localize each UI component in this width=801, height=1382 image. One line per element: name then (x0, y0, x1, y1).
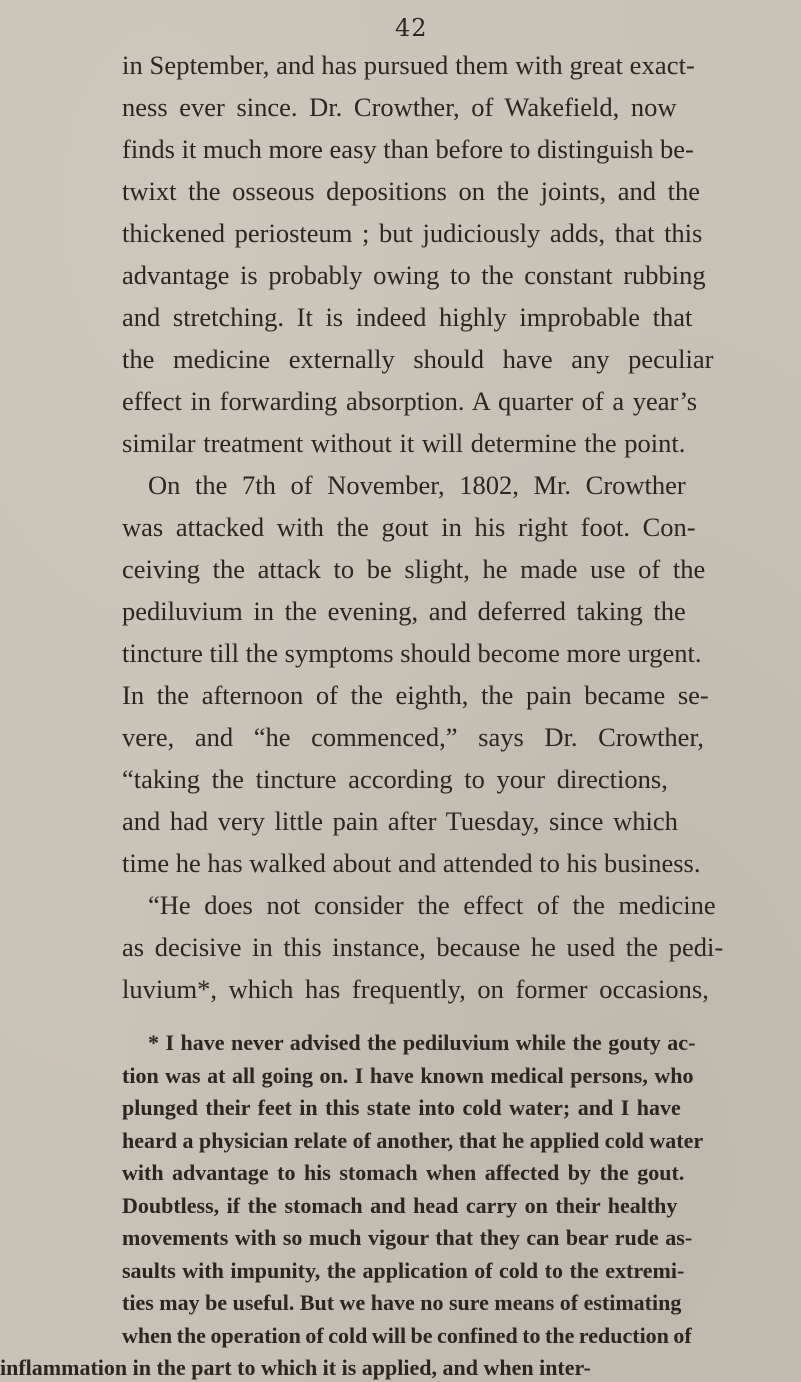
footnote-line: saults with impunity, the application of cold to the extremi- (122, 1257, 685, 1283)
footnote-line: Doubtless, if the stomach and head carry on their healthy (122, 1192, 678, 1218)
body-line: the medicine externally should have any peculiar (122, 344, 714, 374)
body-line: and stretching. It is indeed highly improbable that (122, 302, 693, 332)
footnote-line: plunged their feet in this state into cold water; and I have (122, 1095, 681, 1120)
body-line: was attacked with the gout in his right foot. Con- (122, 512, 696, 542)
body-line: in September, and has pursued them with great exact- (122, 50, 695, 80)
footnote-line: tion was at all going on. I have known medical persons, who (122, 1062, 694, 1088)
body-line: thickened periosteum ; but judiciously adds, that this (122, 218, 703, 248)
footnote-line: * I have never advised the pediluvium while the gouty ac- (148, 1030, 696, 1055)
body-line: advantage is probably owing to the constant rubbing (122, 260, 706, 290)
body-line: as decisive in this instance, because he used the pedi- (122, 932, 724, 962)
body-line: tincture till the symptoms should become more urgent. (122, 638, 702, 668)
body-line: similar treatment without it will determine the point. (122, 428, 686, 458)
body-line: luvium*, which has frequently, on former occasions, (122, 974, 709, 1004)
body-line: effect in forwarding absorption. A quarter of a year’s (122, 386, 698, 416)
body-line: “taking the tincture according to your directions, (122, 764, 668, 794)
footnote-line: inflammation in the part to which it is applied, and when inter- (0, 1355, 591, 1380)
footnote-line: heard a physician relate of another, that he applied cold water (122, 1127, 704, 1153)
footnote-line: movements with so much vigour that they can bear rude as- (122, 1225, 693, 1250)
body-line: vere, and “he commenced,” says Dr. Crowther, (122, 722, 704, 752)
body-line: ceiving the attack to be slight, he made use of the (122, 554, 706, 584)
body-line: ness ever since. Dr. Crowther, of Wakefield, now (122, 92, 677, 122)
body-line: pediluvium in the evening, and deferred taking the (122, 596, 686, 626)
body-line: twixt the osseous depositions on the joints, and the (122, 176, 701, 206)
footnote-line: with advantage to his stomach when affected by the gout. (122, 1160, 685, 1185)
footnote-line: when the operation of cold will be confined to the reduction of (122, 1322, 692, 1348)
body-line: In the afternoon of the eighth, the pain became se- (122, 680, 709, 710)
body-line: time he has walked about and attended to his business. (122, 848, 701, 878)
page-number: 42 (395, 14, 428, 42)
body-line: “He does not consider the effect of the medicine (148, 890, 716, 920)
body-line: and had very little pain after Tuesday, since which (122, 806, 678, 836)
footnote-line: ties may be useful. But we have no sure means of estimating (122, 1290, 682, 1315)
body-line: finds it much more easy than before to distinguish be- (122, 134, 694, 164)
body-line: On the 7th of November, 1802, Mr. Crowther (148, 470, 686, 500)
